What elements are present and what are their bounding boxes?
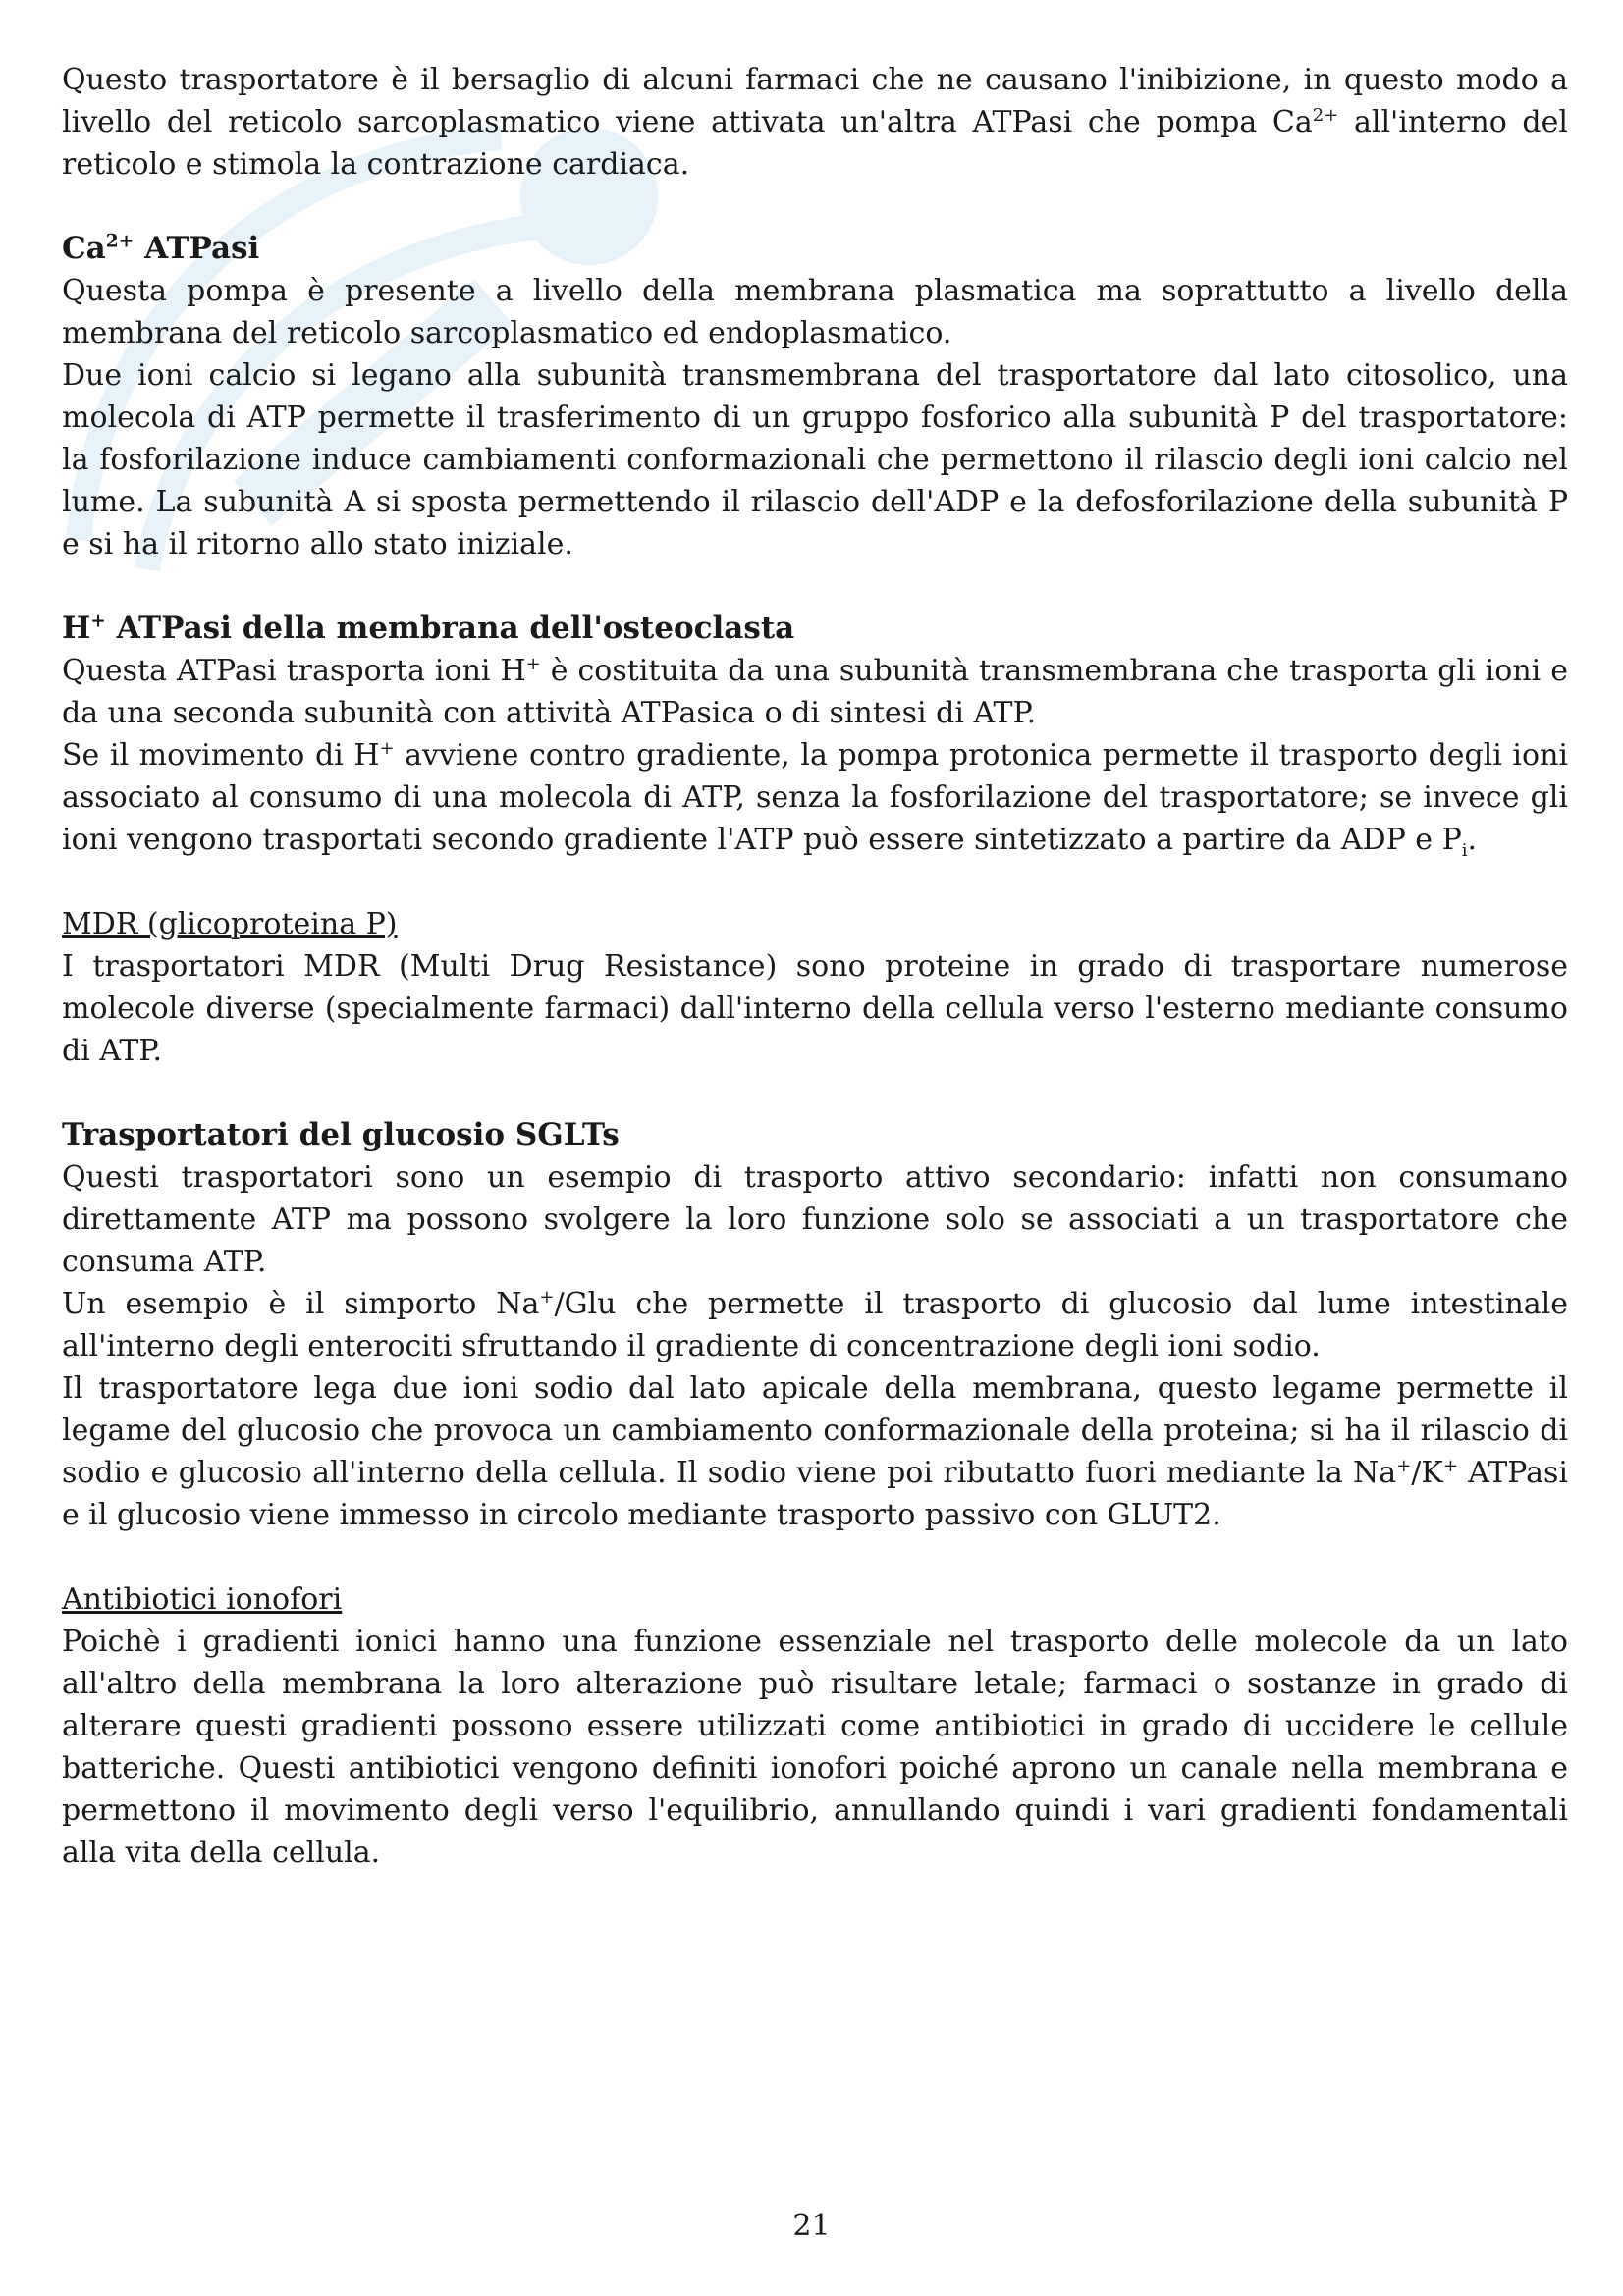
mdr-paragraph: I trasportatori MDR (Multi Drug Resistance) sono proteine in grado di trasportare numerose molecole diverse (specialmente farmaci) dall'interno della cellula verso l'esterno mediante consumo di ATP. [62,949,1568,1068]
section-title-h-atpasi: H+ ATPasi della membrana dell'osteoclasta [62,611,795,646]
sglt-paragraph-2: Un esempio è il simporto Na+/Glu che permette il trasporto di glucosio dal lume intestinale all'interno degli enterociti sfruttando il gradiente di concentrazione degli ioni sodio. [62,1287,1569,1363]
h-atpasi-paragraph-1: Questa ATPasi trasporta ioni H+ è costituita da una subunità transmembrana che trasporta gli ioni e da una seconda subunità con attività ATPasica o di sintesi di ATP. [62,654,1568,730]
sglt-paragraph-3: Il trasportatore lega due ioni sodio dal lato apicale della membrana, questo legame permette il legame del glucosio che provoca un cambiamento conformazionale della proteina; si ha il rilascio di sodio e glucosio all'interno della cellula. Il sodio viene poi ributatto fuori mediante la Na+/K+ ATPasi e il glucosio viene immesso in circolo mediante trasporto passivo con GLUT2. [62,1371,1568,1532]
h-atpasi-paragraph-2: Se il movimento di H+ avviene contro gradiente, la pompa protonica permette il trasporto degli ioni associato al consumo di una molecola di ATP, senza la fosforilazione del trasportatore; se invece gli ioni vengono trasportati secondo gradiente l'ATP può essere sintetizzato a partire da ADP e $P_i$. [62,738,1568,861]
ca-atpasi-paragraph-1: Questa pompa è presente a livello della membrana plasmatica ma soprattutto a livello della membrana del reticolo sarcoplasmatico ed endoplasmatico. [62,274,1568,350]
ca-atpasi-paragraph-2: Due ioni calcio si legano alla subunità transmembrana del trasportatore dal lato citosolico, una molecola di ATP permette il trasferimento di un gruppo fosforico alla subunità P del trasportatore: la fosforilazione induce cambiamenti conformazionali che permettono il rilascio degli ioni calcio nel lume. La subunità A si sposta permettendo il rilascio dell'ADP e la defosforilazione della subunità P e si ha il ritorno allo stato iniziale. [62,358,1568,561]
sglt-paragraph-1: Questi trasportatori sono un esempio di trasporto attivo secondario: infatti non consumano direttamente ATP ma possono svolgere la loro funzione solo se associati a un trasportatore che consuma ATP. [62,1160,1568,1279]
ionofori-paragraph: Poichè i gradienti ionici hanno una funzione essenziale nel trasporto delle molecole da un lato all'altro della membrana la loro alterazione può risultare letale; farmaci o sostanze in grado di alterare questi gradienti possono essere utilizzati come antibiotici in grado di uccidere le cellule batteriche. Questi antibiotici vengono definiti ionofori poiché aprono un canale nella membrana e permettono il movimento degli verso l'equilibrio, annullando quindi i vari gradienti fondamentali alla vita della cellula. [62,1625,1568,1870]
section-title-mdr: MDR (glicoproteina P) [62,907,398,941]
page-number: 21 [792,2209,831,2243]
section-title-ca-atpasi: $Ca^{2+}$ ATPasi [62,231,260,266]
section-title-ionofori: Antibiotici ionofori [62,1582,343,1617]
document-page [62,59,1568,1874]
intro-paragraph: Questo trasportatore è il bersaglio di alcuni farmaci che ne causano l'inibizione, in questo modo a livello del reticolo sarcoplasmatico viene attivata un'altra ATPasi che pompa $Ca^{2+}$ all'interno del reticolo e stimola la contrazione cardiaca. [62,63,1568,182]
section-title-sglt: Trasportatori del glucosio SGLTs [62,1117,620,1152]
